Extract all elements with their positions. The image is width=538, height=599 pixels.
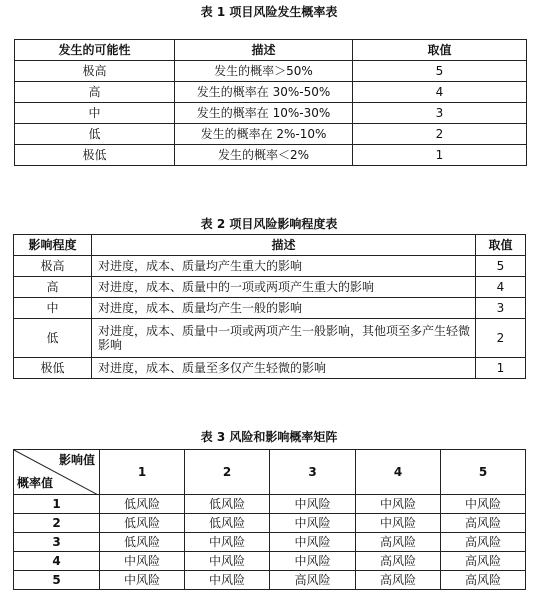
risk-cell: 中风险 — [441, 495, 526, 514]
description-cell: 发生的概率＞50% — [175, 61, 353, 82]
matrix-row — [14, 571, 526, 590]
table-row — [14, 298, 526, 319]
table-row — [15, 103, 527, 124]
header-cell: 取值 — [476, 235, 526, 256]
header-cell: 描述 — [175, 40, 353, 61]
impact-table — [13, 234, 526, 379]
value-cell: 3 — [353, 103, 527, 124]
risk-cell: 中风险 — [185, 552, 270, 571]
description-cell: 对进度，成本、质量中一项或两项产生一般影响，其他项至多产生轻微影响 — [92, 319, 476, 358]
table-row — [15, 124, 527, 145]
header-cell: 发生的可能性 — [15, 40, 175, 61]
risk-cell: 高风险 — [441, 533, 526, 552]
likelihood-cell: 极高 — [15, 61, 175, 82]
risk-cell: 低风险 — [100, 533, 185, 552]
risk-cell: 高风险 — [441, 571, 526, 590]
impact-value-header: 5 — [441, 450, 526, 495]
likelihood-cell: 高 — [15, 82, 175, 103]
impact-level-cell: 中 — [14, 298, 92, 319]
risk-cell: 中风险 — [356, 514, 441, 533]
matrix-row — [14, 495, 526, 514]
probability-value-header: 2 — [14, 514, 100, 533]
header-cell: 描述 — [92, 235, 476, 256]
impact-axis-label: 影响值 — [58, 453, 95, 467]
probability-value-header: 4 — [14, 552, 100, 571]
value-cell: 2 — [476, 319, 526, 358]
impact-value-header: 2 — [185, 450, 270, 495]
header-cell: 影响程度 — [14, 235, 92, 256]
risk-cell: 中风险 — [270, 552, 356, 571]
table-row — [15, 145, 527, 166]
risk-cell: 低风险 — [100, 495, 185, 514]
probability-value-header: 3 — [14, 533, 100, 552]
risk-cell: 低风险 — [185, 495, 270, 514]
description-cell: 发生的概率在 2%-10% — [175, 124, 353, 145]
value-cell: 4 — [353, 82, 527, 103]
value-cell: 3 — [476, 298, 526, 319]
risk-cell: 中风险 — [100, 552, 185, 571]
impact-level-cell: 高 — [14, 277, 92, 298]
risk-cell: 中风险 — [100, 571, 185, 590]
table-header-row — [14, 235, 526, 256]
matrix-row — [14, 533, 526, 552]
value-cell: 2 — [353, 124, 527, 145]
risk-matrix-table — [13, 449, 526, 590]
table-row — [15, 61, 527, 82]
risk-cell: 高风险 — [441, 552, 526, 571]
risk-cell: 中风险 — [356, 495, 441, 514]
matrix-header-row — [14, 450, 526, 495]
risk-cell: 中风险 — [270, 533, 356, 552]
description-cell: 发生的概率在 30%-50% — [175, 82, 353, 103]
probability-value-header: 5 — [14, 571, 100, 590]
description-cell: 对进度，成本、质量中的一项或两项产生重大的影响 — [92, 277, 476, 298]
likelihood-cell: 中 — [15, 103, 175, 124]
risk-cell: 中风险 — [270, 495, 356, 514]
probability-value-header: 1 — [14, 495, 100, 514]
table-row — [14, 358, 526, 379]
risk-cell: 高风险 — [356, 552, 441, 571]
risk-cell: 中风险 — [185, 571, 270, 590]
risk-cell: 低风险 — [100, 514, 185, 533]
table3-caption: 表 3 风险和影响概率矩阵 — [200, 430, 338, 444]
probability-axis-label: 概率值 — [17, 476, 54, 490]
description-cell: 对进度，成本、质量至多仅产生轻微的影响 — [92, 358, 476, 379]
likelihood-cell: 极低 — [15, 145, 175, 166]
table-header-row — [15, 40, 527, 61]
likelihood-cell: 低 — [15, 124, 175, 145]
table2-caption: 表 2 项目风险影响程度表 — [200, 217, 338, 231]
table-row — [14, 319, 526, 358]
header-cell: 取值 — [353, 40, 527, 61]
value-cell: 4 — [476, 277, 526, 298]
impact-level-cell: 低 — [14, 319, 92, 358]
impact-value-header: 3 — [270, 450, 356, 495]
description-cell: 对进度，成本、质量均产生一般的影响 — [92, 298, 476, 319]
corner-header-cell — [14, 450, 100, 495]
table-row — [15, 82, 527, 103]
risk-cell: 高风险 — [270, 571, 356, 590]
risk-cell: 高风险 — [441, 514, 526, 533]
value-cell: 5 — [476, 256, 526, 277]
description-cell: 对进度，成本、质量均产生重大的影响 — [92, 256, 476, 277]
matrix-row — [14, 552, 526, 571]
value-cell: 1 — [476, 358, 526, 379]
risk-cell: 低风险 — [185, 514, 270, 533]
table-row — [14, 256, 526, 277]
risk-cell: 高风险 — [356, 571, 441, 590]
description-cell: 发生的概率在 10%-30% — [175, 103, 353, 124]
impact-value-header: 1 — [100, 450, 185, 495]
table-row — [14, 277, 526, 298]
impact-level-cell: 极低 — [14, 358, 92, 379]
description-cell: 发生的概率＜2% — [175, 145, 353, 166]
table1-caption: 表 1 项目风险发生概率表 — [200, 5, 338, 19]
impact-level-cell: 极高 — [14, 256, 92, 277]
risk-cell: 高风险 — [356, 533, 441, 552]
probability-table — [14, 39, 527, 166]
risk-cell: 中风险 — [185, 533, 270, 552]
risk-cell: 中风险 — [270, 514, 356, 533]
value-cell: 1 — [353, 145, 527, 166]
matrix-row — [14, 514, 526, 533]
value-cell: 5 — [353, 61, 527, 82]
impact-value-header: 4 — [356, 450, 441, 495]
